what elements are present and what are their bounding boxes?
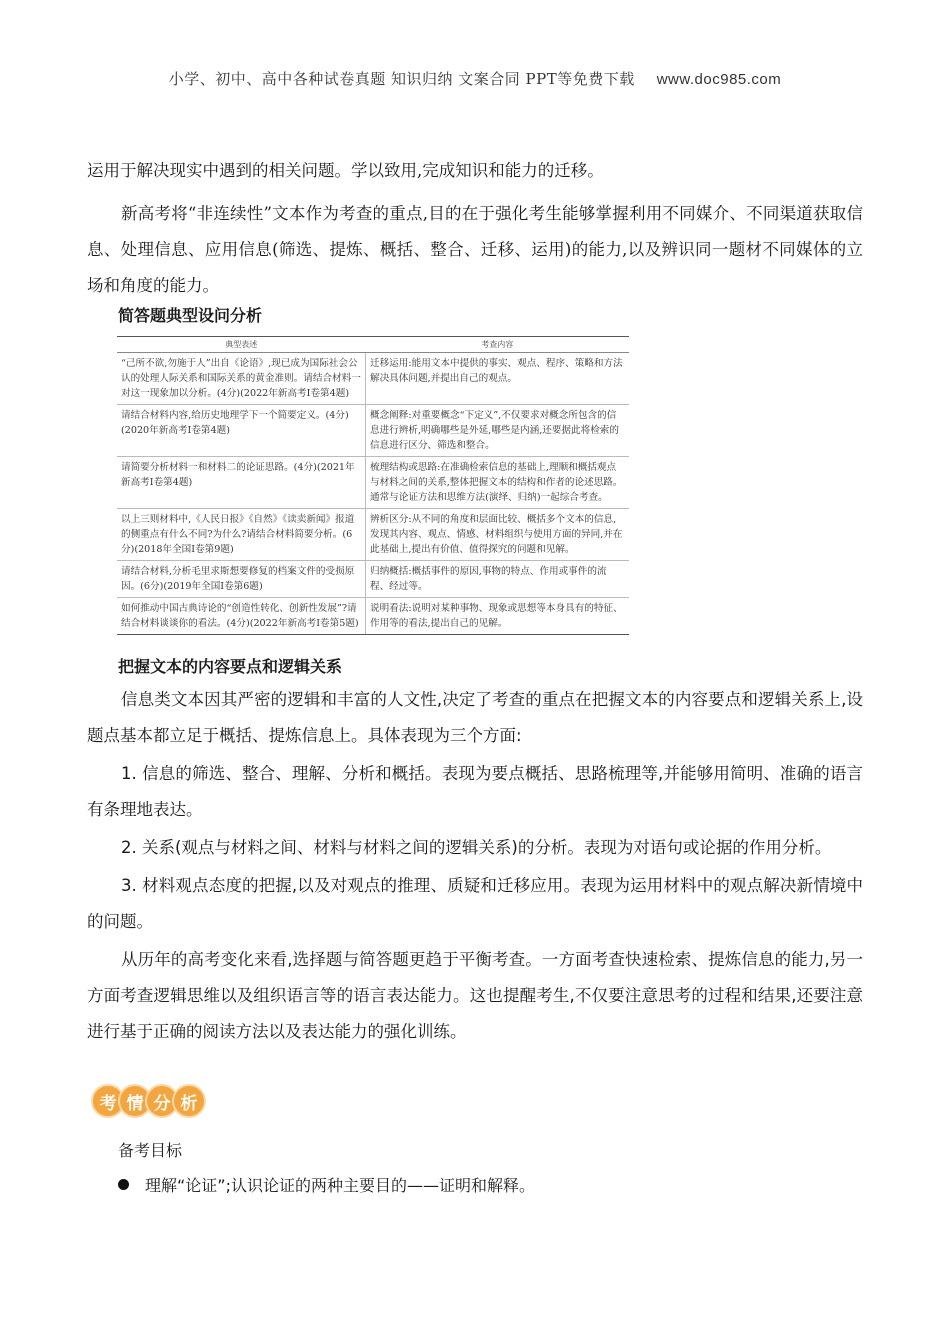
table-cell-question: 请结合材料内容,给历史地理学下一个简要定义。(4分)(2020年新高考Ⅰ卷第4题) bbox=[117, 405, 366, 457]
table-cell-content: 概念阐释:对重要概念“下定义”,不仅要求对概念所包含的信息进行辨析,明确哪些是外延,哪些是内涵,还要据此将检索的信息进行区分、筛选和整合。 bbox=[366, 405, 630, 457]
table-header-cell: 典型表述 bbox=[117, 337, 366, 353]
content-logic-block bbox=[87, 682, 863, 1050]
question-analysis-table bbox=[117, 336, 629, 635]
table-row bbox=[117, 405, 629, 457]
table-row bbox=[117, 598, 629, 635]
badge-char: 情 bbox=[120, 1086, 150, 1116]
table-row bbox=[117, 353, 629, 405]
section2-item-1: 1. 信息的筛选、整合、理解、分析和概括。表现为要点概括、思路梳理等,并能够用简明、准确的语言有条理地表达。 bbox=[87, 764, 863, 819]
table-cell-content: 说明看法:说明对某种事物、现象或思想等本身具有的特征、作用等的看法,提出自己的见解。 bbox=[366, 598, 630, 635]
table-row bbox=[117, 509, 629, 561]
intro-block bbox=[87, 153, 863, 304]
section-title-question-analysis: 简答题典型设问分析 bbox=[118, 306, 263, 325]
table-header-cell: 考查内容 bbox=[366, 337, 630, 353]
goal-list-item bbox=[118, 1173, 535, 1196]
table-cell-content: 归纳概括:概括事件的原因,事物的特点、作用或事件的流程、经过等。 bbox=[366, 561, 630, 598]
section2-paragraph-1: 信息类文本因其严密的逻辑和丰富的人文性,决定了考查的重点在把握文本的内容要点和逻辑关系上,设题点基本都立足于概括、提炼信息上。具体表现为三个方面: bbox=[87, 690, 863, 745]
badge-char: 分 bbox=[147, 1086, 177, 1116]
intro-paragraph-2: 新高考将“非连续性”文本作为考查的重点,目的在于强化考生能够掌握利用不同媒介、不同渠道获取信息、处理信息、应用信息(筛选、提炼、概括、整合、迁移、运用)的能力,以及辨识同一题材不同媒体的立场和角度的能力。 bbox=[87, 204, 863, 295]
table-cell-question: 如何推动中国古典诗论的“创造性转化、创新性发展”?请结合材料谈谈你的看法。(4分)(2022年新高考Ⅰ卷第5题) bbox=[117, 598, 366, 635]
table-cell-content: 迁移运用:能用文本中提供的事实、观点、程序、策略和方法解决具体问题,并提出自己的观点。 bbox=[366, 353, 630, 405]
table-row bbox=[117, 457, 629, 509]
table-cell-question: 请简要分析材料一和材料二的论证思路。(4分)(2021年新高考Ⅰ卷第4题) bbox=[117, 457, 366, 509]
header-text: 小学、初中、高中各种试卷真题 知识归纳 文案合同 PPT等免费下载 bbox=[168, 70, 635, 88]
section-title-content-logic: 把握文本的内容要点和逻辑关系 bbox=[118, 657, 343, 676]
bullet-icon bbox=[118, 1179, 129, 1190]
goals-title: 备考目标 bbox=[118, 1141, 183, 1160]
section2-item-3: 3. 材料观点态度的把握,以及对观点的推理、质疑和迁移应用。表现为运用材料中的观点解决新情境中的问题。 bbox=[87, 876, 863, 931]
table-header-row bbox=[117, 337, 629, 353]
table-cell-question: 请结合材料,分析毛里求斯想要修复的档案文件的受损原因。(6分)(2019年全国Ⅰ卷第6题) bbox=[117, 561, 366, 598]
exam-analysis-badge bbox=[93, 1083, 201, 1119]
table-row bbox=[117, 561, 629, 598]
badge-char: 考 bbox=[93, 1086, 123, 1116]
section2-item-2: 2. 关系(观点与材料之间、材料与材料之间的逻辑关系)的分析。表现为对语句或论据的作用分析。 bbox=[121, 838, 832, 857]
section2-paragraph-2: 从历年的高考变化来看,选择题与简答题更趋于平衡考查。一方面考查快速检索、提炼信息的能力,另一方面考查逻辑思维以及组织语言等的语言表达能力。这也提醒考生,不仅要注意思考的过程和结果,还要注意进行基于正确的阅读方法以及表达能力的强化训练。 bbox=[87, 950, 863, 1041]
header-site: www.doc985.com bbox=[656, 71, 782, 88]
badge-char: 析 bbox=[174, 1086, 204, 1116]
table-cell-question: 以上三则材料中,《人民日报》《自然》《读卖新闻》报道的侧重点有什么不同?为什么?请结合材料简要分析。(6分)(2018年全国Ⅰ卷第9题) bbox=[117, 509, 366, 561]
table-cell-question: “己所不欲,勿施于人”出自《论语》,现已成为国际社会公认的处理人际关系和国际关系的黄金准则。请结合材料一对这一现象加以分析。(4分)(2022年新高考Ⅰ卷第4题) bbox=[117, 353, 366, 405]
table-cell-content: 梳理结构或思路:在准确检索信息的基础上,理顺和概括观点与材料之间的关系,整体把握文本的结构和作者的论述思路。通常与论证方法和思维方法(演绎、归纳)一起综合考查。 bbox=[366, 457, 630, 509]
page-header bbox=[0, 68, 950, 89]
intro-paragraph-1: 运用于解决现实中遇到的相关问题。学以致用,完成知识和能力的迁移。 bbox=[87, 161, 604, 180]
table-cell-content: 辨析区分:从不同的角度和层面比较、概括多个文本的信息,发现其内容、观点、情感、材料组织与使用方面的异同,并在此基础上,提出有价值、值得探究的问题和见解。 bbox=[366, 509, 630, 561]
goal-text: 理解“论证”;认识论证的两种主要目的——证明和解释。 bbox=[145, 1176, 535, 1195]
